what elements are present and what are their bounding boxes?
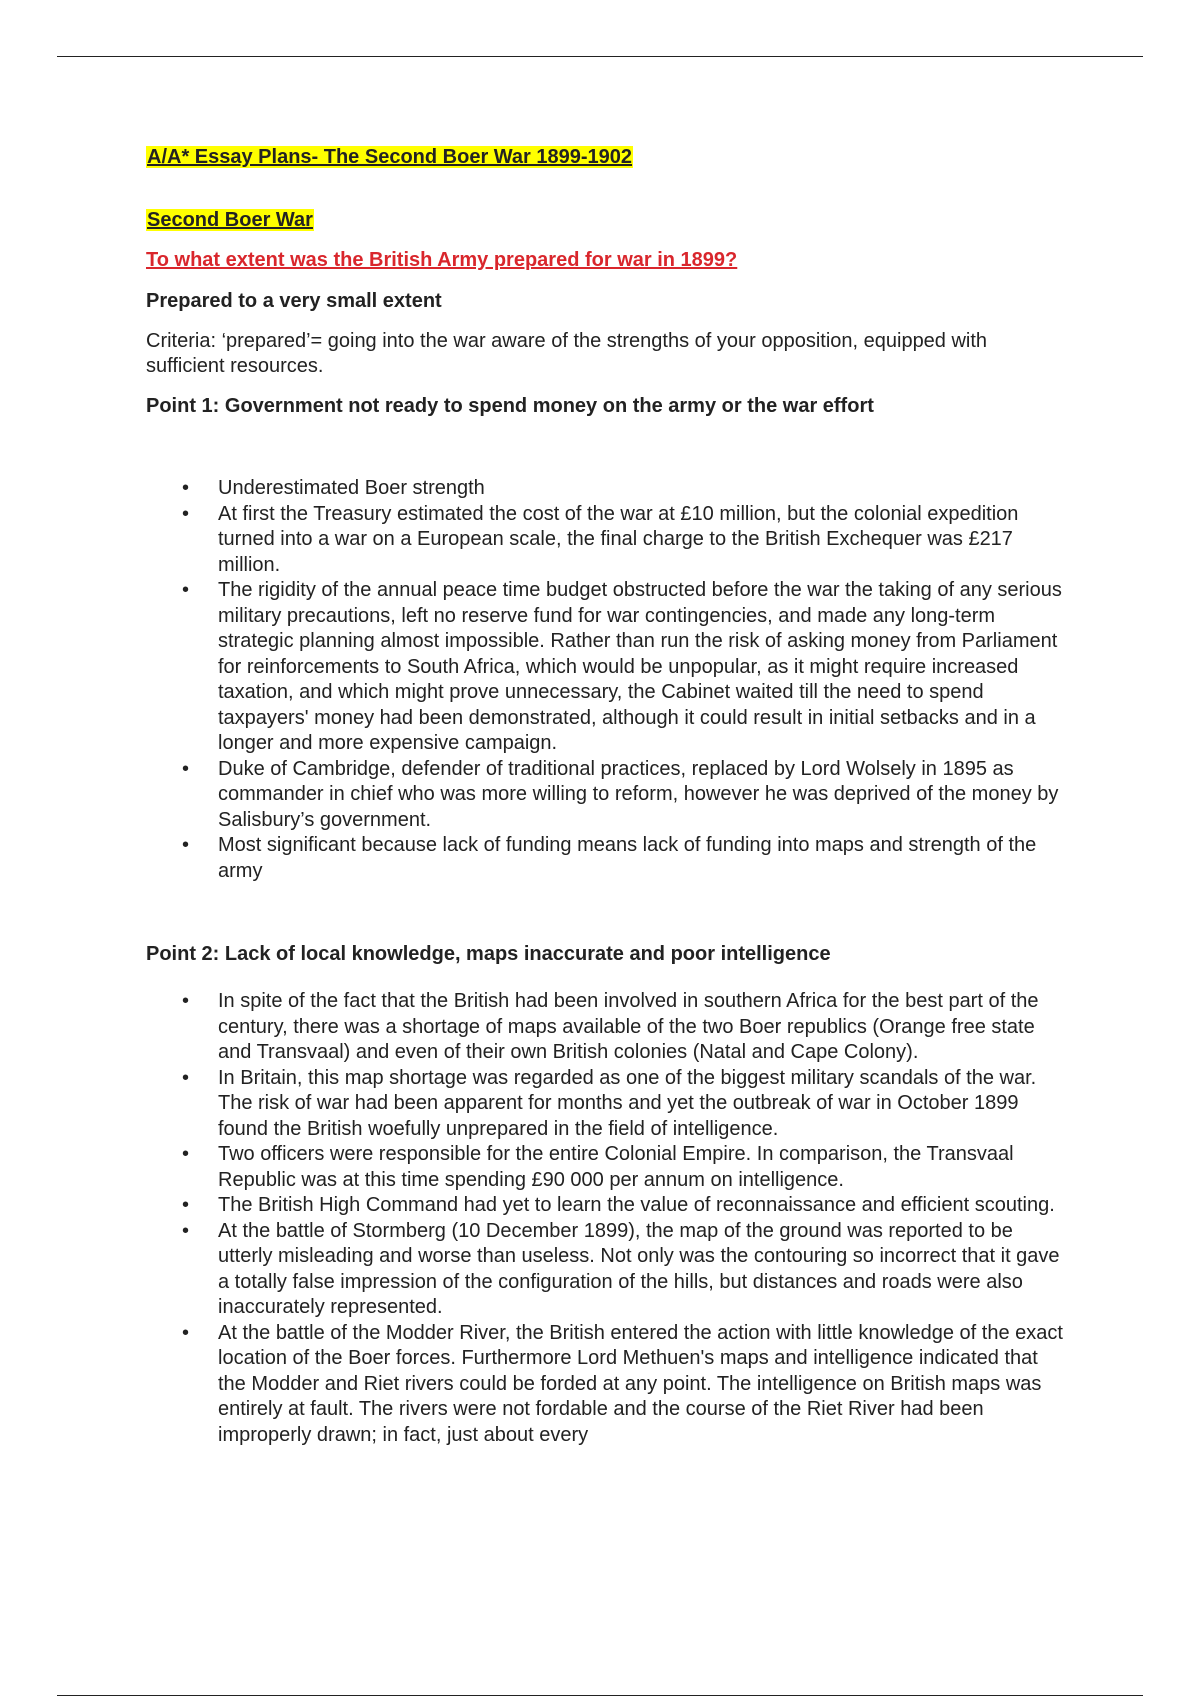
document-body: [146, 142, 1066, 1448]
criteria-text: Criteria: ‘prepared’= going into the war aware of the strengths of your opposition, equipped with sufficient resources.: [146, 330, 988, 377]
section-title-line: [146, 208, 1066, 232]
list-item: • Underestimated Boer strength: [146, 476, 1066, 502]
header-rule: [57, 56, 1143, 57]
list-item: • Two officers were responsible for the entire Colonial Empire. In comparison, the Transvaal Republic was at this time spending £90 000 per annum on intelligence.: [146, 1142, 1066, 1193]
point-2-bullet-list: [146, 989, 1066, 1448]
list-item: • At first the Treasury estimated the cost of the war at £10 million, but the colonial expedition turned into a war on a European scale, the final charge to the British Exchequer was £217 million.: [146, 502, 1066, 579]
footer-rule: [57, 1695, 1143, 1696]
point-2-heading: Point 2: Lack of local knowledge, maps inaccurate and poor intelligence: [146, 943, 831, 965]
document-title-line: [146, 145, 1066, 169]
list-item: • At the battle of Stormberg (10 December 1899), the map of the ground was reported to be utterly misleading and worse than useless. Not only was the contouring so incorrect that it gave a totally false impression of the configuration of the hills, but distances and roads were also inaccurately represented.: [146, 1219, 1066, 1321]
list-item: • In Britain, this map shortage was regarded as one of the biggest military scandals of the war. The risk of war had been apparent for months and yet the outbreak of war in October 1899 found the British woefully unprepared in the field of intelligence.: [146, 1066, 1066, 1143]
essay-answer: Prepared to a very small extent: [146, 290, 442, 312]
list-item: • The British High Command had yet to learn the value of reconnaissance and efficient scouting.: [146, 1193, 1066, 1219]
list-item: • At the battle of the Modder River, the British entered the action with little knowledge of the exact location of the Boer forces. Furthermore Lord Methuen's maps and intelligence indicated that the Modder and Riet rivers could be forded at any point. The intelligence on British maps was entirely at fault. The rivers were not fordable and the course of the Riet River had been improperly drawn; in fact, just about every: [146, 1321, 1066, 1449]
essay-question: To what extent was the British Army prepared for war in 1899?: [146, 249, 738, 271]
section-title: Second Boer War: [147, 209, 313, 231]
point-1-heading: Point 1: Government not ready to spend money on the army or the war effort: [146, 395, 874, 417]
point-1-bullet-list: [146, 476, 1066, 884]
document-title: A/A* Essay Plans- The Second Boer War 1899-1902: [147, 146, 633, 168]
list-item: • In spite of the fact that the British had been involved in southern Africa for the best part of the century, there was a shortage of maps available of the two Boer republics (Orange free state and Transvaal) and even of their own British colonies (Natal and Cape Colony).: [146, 989, 1066, 1066]
list-item: • Duke of Cambridge, defender of traditional practices, replaced by Lord Wolsely in 1895 as commander in chief who was more willing to reform, however he was deprived of the money by Salisbury’s government.: [146, 757, 1066, 834]
list-item: • Most significant because lack of funding means lack of funding into maps and strength of the army: [146, 833, 1066, 884]
list-item: • The rigidity of the annual peace time budget obstructed before the war the taking of any serious military precautions, left no reserve fund for war contingencies, and made any long-term strategic planning almost impossible. Rather than run the risk of asking money from Parliament for reinforcements to South Africa, which would be unpopular, as it might require increased taxation, and which might prove unnecessary, the Cabinet waited till the need to spend taxpayers' money had been demonstrated, although it could result in initial setbacks and in a longer and more expensive campaign.: [146, 578, 1066, 757]
